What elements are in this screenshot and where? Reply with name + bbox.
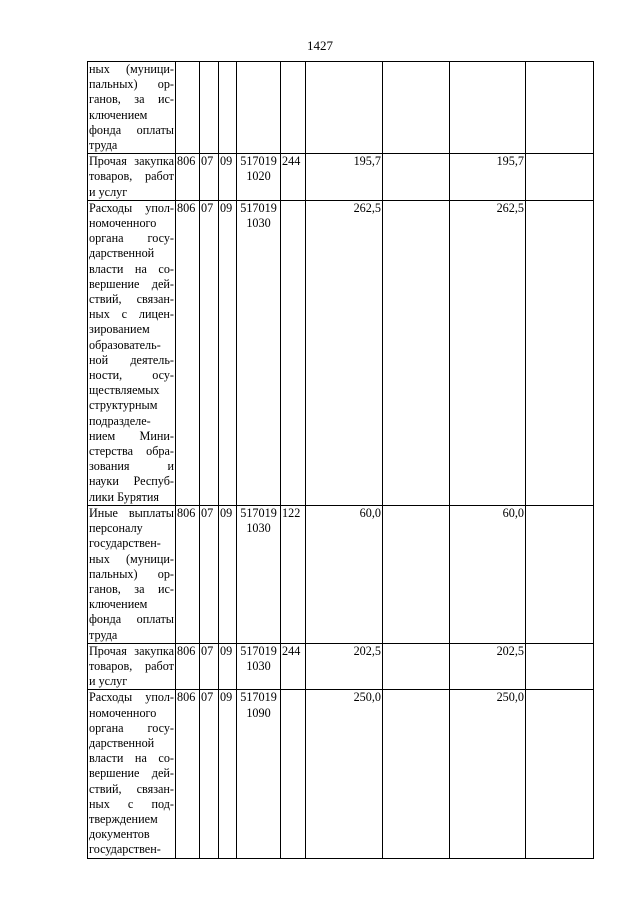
total-amount-cell: 250,0 xyxy=(306,690,383,858)
target-article-cell xyxy=(237,62,281,154)
expense-name-line: ществляемых xyxy=(89,383,160,398)
expense-name-line: зования и xyxy=(89,459,174,474)
target-article-part: 517019 xyxy=(240,643,277,658)
extra-amount-cell xyxy=(526,200,594,505)
expense-name-line: подразделе- xyxy=(89,413,151,428)
target-article-cell xyxy=(237,690,281,858)
subsection-code-cell: 09 xyxy=(219,505,237,643)
expense-name-line: власти на со- xyxy=(89,261,174,276)
expense-name-line: документов xyxy=(89,827,150,842)
expense-name-line: Расходы упол- xyxy=(89,200,174,215)
expense-name-line: ных с лицен- xyxy=(89,307,174,322)
page-number: 1427 xyxy=(307,38,333,53)
expense-name-line: науки Респуб- xyxy=(89,474,174,489)
expense-name-cell xyxy=(88,643,176,690)
expense-name-line: ключением xyxy=(89,107,148,122)
expense-name-line: ганов, за ис- xyxy=(89,92,174,107)
expense-name-line: и услуг xyxy=(89,674,128,689)
expense-name-line: Прочая закупка xyxy=(89,643,174,658)
federal-amount-cell xyxy=(383,62,450,154)
target-article-part: 517019 xyxy=(240,154,277,169)
federal-amount-cell xyxy=(383,505,450,643)
federal-amount-cell xyxy=(383,690,450,858)
expense-name-line: государствен- xyxy=(89,842,161,857)
total-amount-cell: 195,7 xyxy=(306,154,383,201)
expense-name-line: структурным xyxy=(89,398,158,413)
subsection-code-cell: 09 xyxy=(219,200,237,505)
republic-amount-cell: 195,7 xyxy=(450,154,526,201)
expense-name-line: лики Бурятия xyxy=(89,489,160,504)
section-code-cell: 07 xyxy=(200,200,219,505)
table-row xyxy=(88,690,594,858)
expense-name-line: и услуг xyxy=(89,184,128,199)
expense-name-line: органа госу- xyxy=(89,720,174,735)
expense-type-cell: 244 xyxy=(281,154,306,201)
expense-name-line: фонда оплаты xyxy=(89,122,174,137)
expense-type-cell: 122 xyxy=(281,505,306,643)
expense-name-line: труда xyxy=(89,138,118,153)
expense-name-cell xyxy=(88,200,176,505)
total-amount-cell: 262,5 xyxy=(306,200,383,505)
expense-name-line: государствен- xyxy=(89,536,161,551)
expense-name-line: труда xyxy=(89,627,118,642)
target-article-part: 1030 xyxy=(246,216,271,231)
subsection-code-cell: 09 xyxy=(219,690,237,858)
target-article-part: 517019 xyxy=(240,200,277,215)
ministry-code-cell: 806 xyxy=(176,505,200,643)
subsection-code-cell xyxy=(219,62,237,154)
expense-name-cell xyxy=(88,690,176,858)
target-article-part xyxy=(238,77,279,92)
expense-name-line: ных с под- xyxy=(89,796,174,811)
extra-amount-cell xyxy=(526,643,594,690)
expense-name-line: дарственной xyxy=(89,246,155,261)
ministry-code-cell: 806 xyxy=(176,200,200,505)
target-article-part: 1030 xyxy=(246,658,271,673)
expense-name-line: Иные выплаты xyxy=(89,505,174,520)
expense-name-line: ключением xyxy=(89,597,148,612)
expense-name-line: образователь- xyxy=(89,337,161,352)
expense-name-line: ных (муници- xyxy=(89,551,174,566)
federal-amount-cell xyxy=(383,154,450,201)
expense-name-line: номоченного xyxy=(89,705,157,720)
target-article-part: 517019 xyxy=(240,690,277,705)
target-article-cell xyxy=(237,505,281,643)
expense-name-line: фонда оплаты xyxy=(89,612,174,627)
section-code-cell: 07 xyxy=(200,154,219,201)
table-row xyxy=(88,643,594,690)
federal-amount-cell xyxy=(383,200,450,505)
expense-type-cell: 244 xyxy=(281,643,306,690)
expense-name-line: нием Мини- xyxy=(89,428,174,443)
extra-amount-cell xyxy=(526,690,594,858)
subsection-code-cell: 09 xyxy=(219,643,237,690)
republic-amount-cell: 250,0 xyxy=(450,690,526,858)
target-article-part: 1020 xyxy=(246,169,271,184)
republic-amount-cell: 262,5 xyxy=(450,200,526,505)
ministry-code-cell: 806 xyxy=(176,690,200,858)
ministry-code-cell: 806 xyxy=(176,643,200,690)
total-amount-cell: 60,0 xyxy=(306,505,383,643)
expense-name-line: ной деятель- xyxy=(89,352,174,367)
expense-name-line: зированием xyxy=(89,322,150,337)
expense-name-cell xyxy=(88,505,176,643)
ministry-code-cell xyxy=(176,62,200,154)
expense-type-cell xyxy=(281,62,306,154)
expense-name-line: ганов, за ис- xyxy=(89,581,174,596)
expense-type-cell xyxy=(281,200,306,505)
expense-name-line: органа госу- xyxy=(89,231,174,246)
expense-name-line: дарственной xyxy=(89,735,155,750)
expense-type-cell xyxy=(281,690,306,858)
expense-name-line: товаров, работ xyxy=(89,658,174,673)
target-article-cell xyxy=(237,154,281,201)
table-row xyxy=(88,200,594,505)
table-body xyxy=(88,62,594,859)
expense-name-line: вершение дей- xyxy=(89,276,174,291)
expense-name-line: Расходы упол- xyxy=(89,690,174,705)
target-article-part: 517019 xyxy=(240,505,277,520)
republic-amount-cell: 202,5 xyxy=(450,643,526,690)
ministry-code-cell: 806 xyxy=(176,154,200,201)
total-amount-cell: 202,5 xyxy=(306,643,383,690)
extra-amount-cell xyxy=(526,505,594,643)
expense-name-line: тверждением xyxy=(89,811,158,826)
expense-name-line: ствий, связан- xyxy=(89,781,174,796)
target-article-cell xyxy=(237,643,281,690)
total-amount-cell xyxy=(306,62,383,154)
section-code-cell: 07 xyxy=(200,505,219,643)
expense-name-line: власти на со- xyxy=(89,751,174,766)
expense-name-line: пальных) ор- xyxy=(89,566,174,581)
budget-table xyxy=(87,61,594,859)
expense-name-line: ности, осу- xyxy=(89,368,174,383)
expense-name-line: ствий, связан- xyxy=(89,292,174,307)
expense-name-line: вершение дей- xyxy=(89,766,174,781)
target-article-part: 1030 xyxy=(246,521,271,536)
federal-amount-cell xyxy=(383,643,450,690)
target-article-part xyxy=(238,62,279,77)
expense-name-line: стерства обра- xyxy=(89,444,174,459)
extra-amount-cell xyxy=(526,62,594,154)
section-code-cell: 07 xyxy=(200,643,219,690)
table-row xyxy=(88,154,594,201)
extra-amount-cell xyxy=(526,154,594,201)
expense-name-cell xyxy=(88,62,176,154)
section-code-cell xyxy=(200,62,219,154)
subsection-code-cell: 09 xyxy=(219,154,237,201)
expense-name-line: номоченного xyxy=(89,216,157,231)
republic-amount-cell: 60,0 xyxy=(450,505,526,643)
expense-name-line: Прочая закупка xyxy=(89,154,174,169)
republic-amount-cell xyxy=(450,62,526,154)
expense-name-line: товаров, работ xyxy=(89,169,174,184)
expense-name-line: персоналу xyxy=(89,521,143,536)
expense-name-line: пальных) ор- xyxy=(89,77,174,92)
expense-name-cell xyxy=(88,154,176,201)
target-article-part: 1090 xyxy=(246,705,271,720)
table-row xyxy=(88,62,594,154)
expense-name-line: ных (муници- xyxy=(89,62,174,76)
target-article-cell xyxy=(237,200,281,505)
section-code-cell: 07 xyxy=(200,690,219,858)
table-row xyxy=(88,505,594,643)
